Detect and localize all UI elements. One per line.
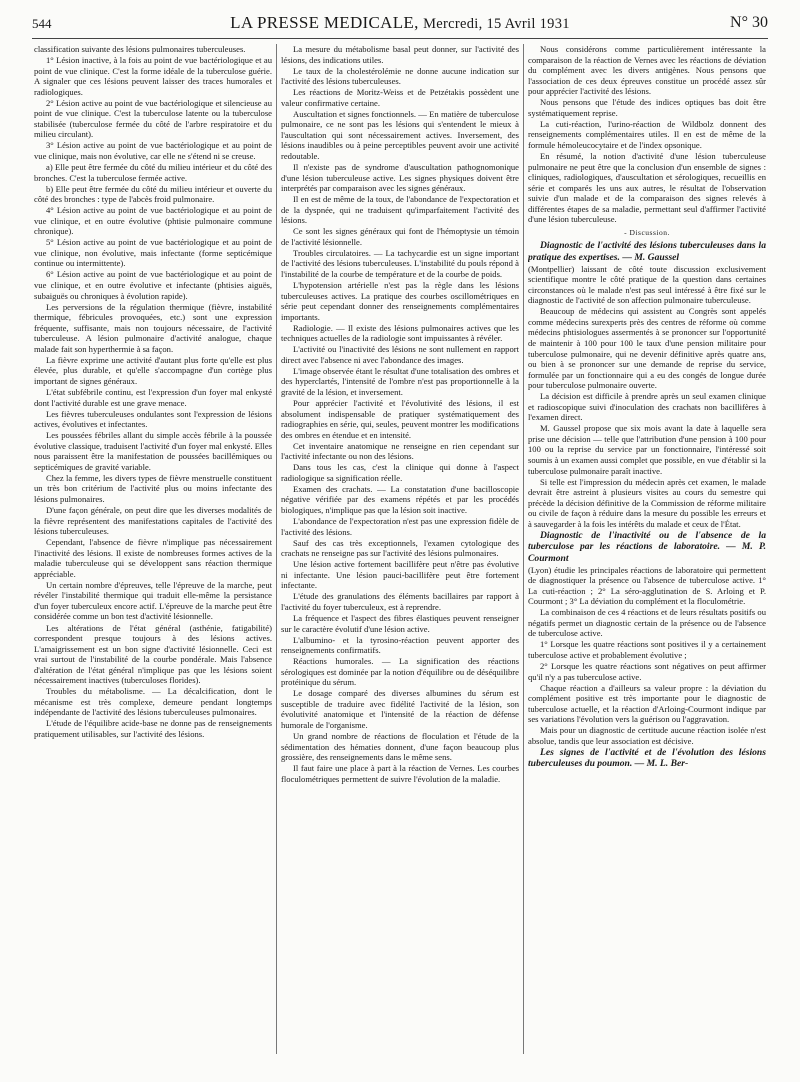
paragraph: Cet inventaire anatomique ne renseigne en rien cependant sur l'activité infectante ou non des lésions. xyxy=(281,440,519,462)
paragraph: Les réactions de Moritz-Weiss et de Petzétakis possèdent une valeur confirmative certaine. xyxy=(281,87,519,108)
paragraph: Il n'existe pas de syndrome d'auscultation pathognomonique d'une lésion tuberculeuse active. Les signes physiques doivent être interprétés par comparaison avec les signes généraux. xyxy=(281,162,519,194)
paragraph: Sauf des cas très exceptionnels, l'examen cytologique des crachats ne renseigne pas sur l'activité des lésions pulmonaires. xyxy=(281,537,519,559)
paragraph: Il faut faire une place à part à la réaction de Vernes. Les courbes floculométriques permettent de suivre l'évolution de la maladie. xyxy=(281,763,519,784)
paragraph: En résumé, la notion d'activité d'une lésion tuberculeuse pulmonaire ne peut être que la conclusion d'un ensemble de signes : cliniques, radiologiques, d'auscultation et sérologiques, recueillis en série et comparés les uns aux autres, le résultat de l'observation suivie d'un malade et de la comparaison des signes relevés à différentes étapes de sa maladie, permettant seul d'affirmer l'activité d'une lésion tuberculeuse. xyxy=(528,150,766,225)
paragraph: L'activité ou l'inactivité des lésions ne sont nullement en rapport direct avec l'absence ni avec l'abondance des images. xyxy=(281,344,519,365)
paragraph: 5° Lésion active au point de vue bactériologique et au point de vue clinique, non évolutive, mais infectante (forme septicémique continue ou intermittente). xyxy=(34,237,272,269)
paragraph: D'une façon générale, on peut dire que les diverses modalités de la fièvre représentent des manifestations capitales de l'activité des lésions tuberculeuses. xyxy=(34,505,272,537)
paragraph: Nous considérons comme particulièrement intéressante la comparaison de la réaction de Vernes avec les réactions de déviation du complément avec les divers antigènes. Nous pensons que l'association de ces deux épreuves constitue un procédé assez sûr pour apprécier l'activité des lésions. xyxy=(528,44,766,97)
paragraph: Cependant, l'absence de fièvre n'implique pas nécessairement l'inactivité des lésions. Il existe de nombreuses formes actives de la maladie tuberculeuse qui se développent sans réaction thermique appréciable. xyxy=(34,537,272,579)
journal-name: LA PRESSE MEDICALE, xyxy=(230,13,419,32)
section-label: - Discussion. xyxy=(624,227,670,237)
paragraph: M. Gaussel propose que six mois avant la date à laquelle sera prise une décision — telle que l'attribution d'une pension à 100 pour 100 ou la reprise du service par un fonctionnaire, l'intéressé soit soumis à un examen aussi complet que possible, en vue d'établir si la tuberculose pulmonaire paraît inactive. xyxy=(528,423,766,476)
paragraph: Une lésion active fortement bacillifère peut n'être pas évolutive ni infectante. Une lésion pauci-bacillifère peut être fortement infectante. xyxy=(281,559,519,591)
paragraph: 1° Lésion inactive, à la fois au point de vue bactériologique et au point de vue clinique. C'est la forme idéale de la tuberculose guérie. A signaler que ces lésions peuvent laisser des traces humorales et radiologiques. xyxy=(34,55,272,97)
paragraph: La cuti-réaction, l'urino-réaction de Wildbolz donnent des renseignements complémentaires utiles. Il en est de même de la formule hémoleucocytaire et de l'index opsonique. xyxy=(528,118,766,150)
paragraph: Radiologie. — Il existe des lésions pulmonaires actives que les techniques actuelles de la radiologie sont impuissantes à révéler. xyxy=(281,322,519,344)
page-number: 544 xyxy=(32,16,52,31)
paragraph: Réactions humorales. — La signification des réactions sérologiques est dominée par la notion d'équilibre ou de déséquilibre protéinique du sérum. xyxy=(281,656,519,688)
paragraph: a) Elle peut être fermée du côté du milieu intérieur et du côté des bronches. C'est la tuberculose fermée active. xyxy=(34,162,272,183)
text-column-right xyxy=(528,44,766,1070)
paragraph: La fréquence et l'aspect des fibres élastiques peuvent renseigner sur le caractère évolutif d'une lésion active. xyxy=(281,612,519,634)
paragraph: Auscultation et signes fonctionnels. — En matière de tuberculose pulmonaire, ce ne sont pas les lésions qui s'entendent le mieux à l'auscultation qui sont nécessairement actives. Inversement, des lésions inaudibles ou à peine perceptibles peuvent avoir une activité redoutable. xyxy=(281,108,519,161)
paragraph: classification suivante des lésions pulmonaires tuberculeuses. xyxy=(34,44,246,54)
column-divider xyxy=(276,44,277,1054)
paragraph: Troubles du métabolisme. — La décalcification, dont le mécanisme est très complexe, demeure pendant longtemps indépendante de l'activité des lésions tuberculeuses pulmonaires. xyxy=(34,686,272,718)
paragraph: Chez la femme, les divers types de fièvre menstruelle constituent un très bon critérium de l'activité plus ou moins infectante des lésions pulmonaires. xyxy=(34,472,272,504)
paragraph: 1° Lorsque les quatre réactions sont positives il y a certainement tuberculose active et probablement évolutive ; xyxy=(528,639,766,660)
paragraph: L'hypotension artérielle n'est pas la règle dans les lésions tuberculeuses actives. La pratique des courbes oscillométriques en série peut cependant donner des renseignements complémentaires importants. xyxy=(281,280,519,322)
paragraph: Les altérations de l'état général (asthénie, fatigabilité) correspondent presque toujours à des lésions actives. L'amaigrissement est un bon signe d'activité lésionnelle. Ceci est vrai surtout de l'instabilité de la courbe pondérale. Mais l'absence d'altération de l'état général n'implique pas que les lésions soient nécessairement inactives (tuberculoses florides). xyxy=(34,622,272,686)
header-rule xyxy=(32,38,768,39)
paragraph: Les perversions de la régulation thermique (fièvre, instabilité thermique, fébricules provoquées, etc.) sont une expression fréquente, suffisante, mais non toujours nécessaire, de l'activité tuberculeuse. A lésion pulmonaire d'activité analogue, chaque malade fait son hyperthermie à sa façon. xyxy=(34,301,272,354)
section-heading: Diagnostic de l'inactivité ou de l'absence de la tuberculose par les réactions de laboratoire. — M. P. Courmont xyxy=(528,529,766,564)
issue-number: N° 30 xyxy=(730,14,768,31)
section-heading: Les signes de l'activité et de l'évolution des lésions tuberculeuses du poumon. — M. L. Ber- xyxy=(528,746,766,770)
running-header xyxy=(32,12,768,36)
paragraph: Un certain nombre d'épreuves, telle l'épreuve de la marche, peut révéler l'instabilité thermique qui traduit elle-même la persistance d'un foyer tuberculeux encore actif. L'épreuve de la marche peut être considérée comme un bon test d'activité lésionnelle. xyxy=(34,579,272,622)
paragraph: b) Elle peut être fermée du côté du milieu intérieur et ouverte du côté des bronches : type de l'abcès froid pulmonaire. xyxy=(34,183,272,205)
paragraph: L'état subfébrile continu, est l'expression d'un foyer mal enkysté dont l'activité durable est une grave menace. xyxy=(34,387,272,408)
paragraph: Nous pensons que l'étude des indices optiques bas doit être systématiquement reprise. xyxy=(528,97,766,118)
paragraph: 4° Lésion active au point de vue bactériologique et au point de vue clinique, et en outre évolutive (phtisie pulmonaire commune chronique). xyxy=(34,205,272,237)
issue-date: Mercredi, 15 Avril 1931 xyxy=(423,16,570,32)
paragraph: Ce sont les signes généraux qui font de l'hémoptysie un témoin de l'activité lésionnelle. xyxy=(281,226,519,247)
column-divider xyxy=(523,44,524,1054)
paragraph: Le taux de la cholestérolémie ne donne aucune indication sur l'activité des lésions tuberculeuses. xyxy=(281,65,519,87)
text-column-left xyxy=(34,44,272,1070)
paragraph: Il en est de même de la toux, de l'abondance de l'expectoration et de la dyspnée, qui ne traduisent qu'imparfaitement l'activité des lésions. xyxy=(281,194,519,226)
paragraph: Les fièvres tuberculeuses ondulantes sont l'expression de lésions actives, évolutives et infectantes. xyxy=(34,408,272,430)
paragraph: L'étude des granulations des éléments bacillaires par rapport à l'activité du foyer tuberculeux, est à reprendre. xyxy=(281,591,519,612)
paragraph: L'étude de l'équilibre acide-base ne donne pas de renseignements pratiquement utilisables, sur l'activité des lésions. xyxy=(34,718,272,739)
paragraph: La mesure du métabolisme basal peut donner, sur l'activité des lésions, des indications utiles. xyxy=(281,44,519,65)
text-column-middle xyxy=(281,44,519,1070)
paragraph: Les poussées fébriles allant du simple accès fébrile à la poussée évolutive classique, traduisent l'activité d'un foyer mal enkysté. Elles nous paraissent être la manifestation de poussées bacillémiques ou septicémiques de gravité variable. xyxy=(34,430,272,472)
paragraph: Troubles circulatoires. — La tachycardie est un signe important de l'activité des lésions tuberculeuses. L'instabilité du pouls répond à l'instabilité de la courbe de température et de la courbe de poids. xyxy=(281,247,519,279)
paragraph: La combinaison de ces 4 réactions et de leurs résultats positifs ou négatifs permet un diagnostic certain de la présence ou de l'absence de tuberculose active. xyxy=(528,607,766,639)
paragraph: L'abondance de l'expectoration n'est pas une expression fidèle de l'activité des lésions. xyxy=(281,516,519,537)
paragraph: L'albumino- et la tyrosino-réaction peuvent apporter des renseignements confirmatifs. xyxy=(281,634,519,656)
paragraph: Dans tous les cas, c'est la clinique qui donne à l'aspect radiologique sa signification réelle. xyxy=(281,462,519,483)
journal-title xyxy=(32,13,768,33)
paragraph: 2° Lorsque les quatre réactions sont négatives on peut affirmer qu'il n'y a pas tuberculose active. xyxy=(528,660,766,682)
paragraph: Pour apprécier l'activité et l'évolutivité des lésions, il est absolument indispensable de pratiquer systématiquement des radiographies en série, qui, seules, peuvent montrer les modifications des ombres en étendue et en intensité. xyxy=(281,398,519,440)
paragraph: Examen des crachats. — La constatation d'une bacilloscopie négative vérifiée par des examens répétés et par les procédés biologiques, n'implique pas que la lésion soit inactive. xyxy=(281,483,519,516)
paragraph: Chaque réaction a d'ailleurs sa valeur propre : la déviation du complément positive est très importante pour le diagnostic de tuberculose actuelle, et la réaction d'Arloing-Courmont indique par ses variations l'évolution vers la guérison ou l'aggravation. xyxy=(528,682,766,725)
paragraph: (Lyon) étudie les principales réactions de laboratoire qui permettent de diagnostiquer la présence ou l'absence de tuberculose active. 1° La cuti-réaction ; 2° La séro-agglutination de S. Arloing et P. Courmont ; 3° La déviation du complément et la floculométrie. xyxy=(528,564,766,607)
paragraph: Le dosage comparé des diverses albumines du sérum est susceptible de traduire avec fidélité l'activité de la lésion, son évolutivité anatomique et l'intensité de la réaction de défense humorale de l'organisme. xyxy=(281,688,519,730)
paragraph: Mais pour un diagnostic de certitude aucune réaction isolée n'est absolue, tandis que leur association est décisive. xyxy=(528,725,766,746)
paragraph: La décision est difficile à prendre après un seul examen clinique et radioscopique suivi d'inoculation des crachats non bacillifères à l'examen direct. xyxy=(528,391,766,423)
paragraph: 3° Lésion active au point de vue bactériologique et au point de vue clinique, mais non évolutive, car elle ne s'étend ni se creuse. xyxy=(34,140,272,161)
paragraph: Un grand nombre de réactions de floculation et l'étude de la sédimentation des hématies donnent, d'une façon beaucoup plus grossière, des renseignements dans le même sens. xyxy=(281,731,519,763)
paragraph: Beaucoup de médecins qui assistent au Congrès sont appelés comme médecins surexperts près des centres de réforme où comme médecins phtisiologues assermentés à se prononcer sur l'opportunité de maintenir à 100 pour 100 le taux d'une pension militaire pour tuberculose pulmonaire, qui ne devenir définitive après quatre ans, ou bien à se prononcer sur une demande de reprise du service, formulée par un fonctionnaire qui a eu des congés de longue durée pour tuberculose pulmonaire ouverte. xyxy=(528,306,766,391)
paragraph: La fièvre exprime une activité d'autant plus forte qu'elle est plus élevée, plus durable, et qu'elle s'accompagne d'un cortège plus important de signes généraux. xyxy=(34,354,272,386)
paragraph: L'image observée étant le résultat d'une totalisation des ombres et des hyperclartés, l'intensité de l'ombre n'est pas proportionnelle à la gravité de la lésion, et inversement. xyxy=(281,365,519,397)
paragraph: 6° Lésion active au point de vue bactériologique et au point de vue clinique, et en outre évolutive et infectante (phtisies aiguës, subaiguës ou chroniques à évolution rapide). xyxy=(34,269,272,301)
paragraph: Si telle est l'impression du médecin après cet examen, le malade devrait être astreint à plusieurs visites au cours du semestre qui précède la décision définitive de la Commission de réforme militaire ou civile de façon à réduire dans la mesure du possible les erreurs et à sauvegarder à la fois les intérêts du malade et ceux de l'État. xyxy=(528,476,766,529)
paragraph: 2° Lésion active au point de vue bactériologique et silencieuse au point de vue clinique. C'est la tuberculose latente ou la tuberculose stabilisée (tuberculose fermée du côté de l'arbre respiratoire et du milieu circulant). xyxy=(34,97,272,140)
paragraph: (Montpellier) laissant de côté toute discussion exclusivement scientifique montre le côté pratique de la question dans certaines circonstances où le malade n'est pas seul intéressé à être fixé sur le diagnostic de l'activité de son affection pulmonaire tuberculeuse. xyxy=(528,263,766,306)
section-heading: Diagnostic de l'activité des lésions tuberculeuses dans la pratique des expertises. — M. Gaussel xyxy=(528,240,766,263)
